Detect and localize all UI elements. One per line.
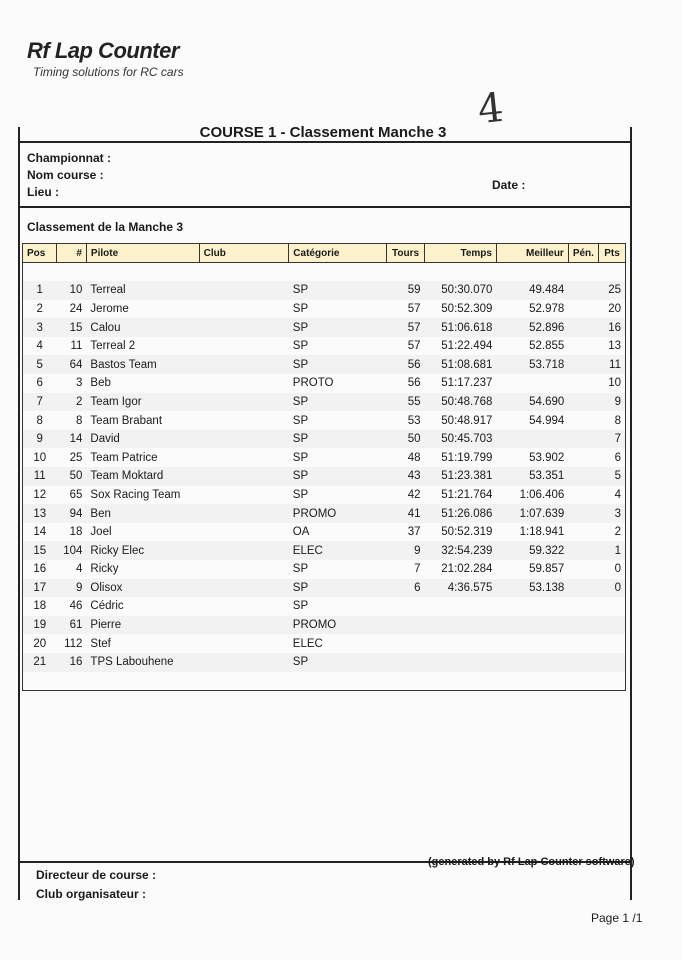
cell-pos: 6 [36,377,43,390]
cell-pos: 12 [33,488,47,501]
directeur-label: Directeur de course : [36,868,157,882]
cell-meilleur: 1:06.406 [519,488,565,501]
cell-meilleur: 53.902 [529,451,565,464]
table-row [23,374,626,393]
table-row [23,486,626,505]
table-row [23,430,626,449]
cell-num: 8 [76,414,83,427]
cell-pen [568,504,598,523]
cell-club [199,486,289,505]
cell-pts: 1 [598,541,625,560]
table-row [23,318,626,337]
cell-meilleur [496,616,568,635]
cell-meilleur [496,430,568,449]
cell-categorie: OA [292,526,310,539]
cell-pos: 11 [23,467,57,486]
cell-temps: 51:22.494 [441,340,493,353]
cell-club [199,616,289,635]
cell-tours: 56 [387,355,425,374]
cell-meilleur: 59.857 [529,563,565,576]
cell-tours [387,616,425,635]
cell-pilote: Terreal 2 [90,340,136,353]
header-tours: Tours [387,244,425,263]
cell-meilleur: 53.718 [496,355,568,374]
cell-meilleur: 52.855 [529,340,565,353]
cell-temps: 51:08.681 [425,355,497,374]
table-row [23,560,626,579]
cell-club [199,393,289,412]
cell-pts: 25 [598,281,625,300]
cell-num: 46 [69,600,83,613]
cell-categorie: SP [289,281,387,300]
table-row [23,281,626,300]
cell-pilote: Ricky [90,563,119,576]
cell-num: 10 [56,281,86,300]
table-row [23,393,626,412]
cell-categorie: SP [292,451,309,464]
table-row [23,634,626,653]
cell-pilote: Calou [86,318,199,337]
cell-pilote: Jerome [90,302,129,315]
cell-pen [568,318,598,337]
cell-tours: 7 [414,563,421,576]
cell-categorie: ELEC [292,637,323,650]
cell-pen [568,616,598,635]
cell-temps: 51:21.764 [441,488,493,501]
cell-club [199,560,289,579]
cell-tours: 41 [387,504,425,523]
table-row [23,653,626,672]
cell-pts: 2 [614,526,621,539]
cell-temps: 50:30.070 [425,281,497,300]
cell-pen [568,374,598,393]
cell-meilleur [496,634,568,653]
cell-categorie: PROMO [289,616,387,635]
header-categorie: Catégorie [289,244,387,263]
cell-meilleur: 1:07.639 [496,504,568,523]
cell-pos: 2 [36,302,43,315]
table-row [23,355,626,374]
cell-pos: 1 [23,281,57,300]
cell-pos: 8 [36,414,43,427]
section-title: Classement de la Manche 3 [27,220,184,234]
cell-pilote: Ben [86,504,199,523]
cell-pen [568,634,598,653]
nom-course-label: Nom course : [27,168,104,182]
brand-tagline: Timing solutions for RC cars [33,65,184,79]
cell-categorie: PROMO [289,504,387,523]
cell-pos: 10 [33,451,47,464]
cell-pen [568,579,598,598]
title-divider [18,141,630,143]
cell-pilote: Joel [90,526,112,539]
cell-tours: 55 [387,393,425,412]
cell-pilote: Ricky Elec [86,541,199,560]
cell-temps: 51:19.799 [441,451,493,464]
cell-categorie: ELEC [289,541,387,560]
cell-tours: 57 [407,340,421,353]
cell-pts: 6 [614,451,621,464]
cell-meilleur: 54.994 [529,414,565,427]
cell-num: 3 [76,377,83,390]
cell-pen [568,486,598,505]
cell-temps [425,653,497,672]
cell-temps: 50:48.768 [425,393,497,412]
cell-pts: 9 [598,393,625,412]
cell-num: 9 [56,579,86,598]
cell-tours: 56 [407,377,421,390]
cell-pts: 0 [598,579,625,598]
cell-pts [598,653,625,672]
cell-num: 61 [56,616,86,635]
cell-club [199,337,289,356]
cell-meilleur [496,597,568,616]
cell-pen [568,448,598,467]
cell-pilote: Sox Racing Team [90,488,181,501]
cell-num: 24 [69,302,83,315]
cell-pen [568,281,598,300]
cell-temps: 50:45.703 [425,430,497,449]
cell-pen [568,597,598,616]
cell-categorie: SP [292,600,309,613]
cell-pts: 8 [614,414,621,427]
table-header-row [23,244,626,263]
cell-temps: 21:02.284 [441,563,493,576]
cell-meilleur: 53.138 [496,579,568,598]
cell-pen [568,560,598,579]
cell-pilote: Stef [90,637,111,650]
cell-pos: 13 [23,504,57,523]
cell-tours: 43 [387,467,425,486]
cell-pts: 5 [598,467,625,486]
cell-meilleur [496,653,568,672]
cell-pts [598,616,625,635]
cell-club [199,448,289,467]
cell-pilote: Team Moktard [86,467,199,486]
table-row [23,523,626,542]
info-divider [18,206,630,208]
cell-num: 4 [76,563,83,576]
table-row [23,541,626,560]
cell-pilote: David [86,430,199,449]
cell-pts: 11 [598,355,625,374]
cell-pos: 14 [33,526,47,539]
cell-categorie: SP [292,340,309,353]
cell-club [199,504,289,523]
cell-pos: 16 [33,563,47,576]
cell-pts: 16 [598,318,625,337]
cell-categorie: SP [289,355,387,374]
cell-pilote: Olisox [86,579,199,598]
cell-num: 94 [56,504,86,523]
cell-temps: 51:26.086 [425,504,497,523]
handwritten-mark: 4 [475,84,506,134]
cell-temps: 50:48.917 [441,414,493,427]
table-row [23,467,626,486]
cell-meilleur: 53.351 [496,467,568,486]
cell-pos: 9 [23,430,57,449]
cell-meilleur: 54.690 [496,393,568,412]
header-pts: Pts [598,244,625,263]
cell-pos: 15 [23,541,57,560]
club-organisateur-label: Club organisateur : [36,887,147,901]
cell-club [199,579,289,598]
cell-categorie: SP [289,579,387,598]
table-row [23,504,626,523]
cell-pilote: Bastos Team [86,355,199,374]
cell-categorie: SP [292,414,309,427]
table-row [23,579,626,598]
table-row [23,337,626,356]
cell-categorie: SP [289,318,387,337]
cell-pts: 3 [598,504,625,523]
cell-num: 11 [70,340,83,353]
cell-pos: 17 [23,579,57,598]
cell-tours [387,653,425,672]
cell-pen [568,300,598,319]
cell-pts: 4 [614,488,621,501]
cell-club [199,281,289,300]
header-num: # [56,244,86,263]
cell-categorie: PROTO [292,377,334,390]
header-pilote: Pilote [86,244,199,263]
cell-num: 112 [64,637,83,650]
cell-pilote: Team Patrice [90,451,158,464]
table-row [23,616,626,635]
cell-temps: 51:17.237 [441,377,493,390]
table-row [23,411,626,430]
cell-pts [598,597,625,616]
cell-club [199,411,289,430]
cell-club [199,430,289,449]
cell-tours [387,597,425,616]
cell-tours: 50 [387,430,425,449]
header-club: Club [199,244,289,263]
cell-meilleur: 59.322 [496,541,568,560]
cell-pos: 20 [33,637,47,650]
cell-categorie: SP [289,653,387,672]
table-row [23,300,626,319]
cell-pen [568,467,598,486]
cell-categorie: SP [292,302,309,315]
header-meilleur: Meilleur [496,244,568,263]
cell-pts: 7 [598,430,625,449]
cell-pilote: Cédric [90,600,124,613]
cell-pos: 3 [23,318,57,337]
cell-pen [568,541,598,560]
cell-num: 15 [56,318,86,337]
cell-tours: 57 [387,318,425,337]
cell-tours: 57 [407,302,421,315]
cell-meilleur [496,374,568,393]
cell-meilleur: 49.484 [496,281,568,300]
cell-num: 2 [56,393,86,412]
cell-num: 18 [69,526,83,539]
cell-temps: 32:54.239 [425,541,497,560]
cell-pos: 4 [36,340,43,353]
cell-pts: 13 [608,340,621,353]
cell-tours: 48 [407,451,421,464]
cell-club [199,634,289,653]
cell-num: 50 [56,467,86,486]
cell-pen [568,653,598,672]
cell-num: 64 [56,355,86,374]
cell-categorie: SP [289,393,387,412]
cell-pts: 20 [608,302,621,315]
cell-pts [598,634,625,653]
generated-note: (generated by Rf Lap Counter software) [428,856,635,868]
cell-pos: 19 [23,616,57,635]
cell-pilote: Pierre [86,616,199,635]
cell-meilleur: 1:18.941 [519,526,565,539]
cell-temps [425,597,497,616]
cell-pilote: Team Igor [86,393,199,412]
cell-tours [387,634,425,653]
cell-pen [568,411,598,430]
cell-temps: 50:52.319 [441,526,493,539]
page-number: Page 1 /1 [591,911,643,925]
cell-club [199,355,289,374]
page-title: COURSE 1 - Classement Manche 3 [199,124,447,141]
cell-tours: 37 [407,526,421,539]
cell-temps: 51:06.618 [425,318,497,337]
cell-temps [425,616,497,635]
cell-club [199,300,289,319]
cell-pts: 0 [614,563,621,576]
cell-pts: 10 [608,377,621,390]
cell-temps: 50:52.309 [441,302,493,315]
cell-pilote: Team Brabant [90,414,163,427]
cell-pos: 7 [23,393,57,412]
cell-meilleur: 52.896 [496,318,568,337]
table-row [23,597,626,616]
cell-pen [568,393,598,412]
header-pos: Pos [23,244,57,263]
cell-club [199,523,289,542]
cell-temps [425,634,497,653]
championnat-label: Championnat : [27,151,111,165]
cell-temps: 4:36.575 [425,579,497,598]
cell-categorie: SP [289,430,387,449]
date-label: Date : [492,178,526,192]
cell-pen [568,430,598,449]
cell-club [199,653,289,672]
cell-pilote: TPS Labouhene [86,653,199,672]
cell-tours: 6 [387,579,425,598]
cell-club [199,541,289,560]
cell-tours: 53 [407,414,421,427]
cell-num: 65 [69,488,83,501]
cell-club [199,318,289,337]
header-pen: Pén. [568,244,598,263]
cell-tours: 59 [387,281,425,300]
cell-pilote: Beb [90,377,111,390]
cell-num: 25 [69,451,83,464]
cell-tours: 9 [387,541,425,560]
cell-pen [568,355,598,374]
lieu-label: Lieu : [27,185,59,199]
cell-club [199,467,289,486]
table-row [23,448,626,467]
cell-pilote: Terreal [86,281,199,300]
cell-club [199,374,289,393]
cell-pos: 5 [23,355,57,374]
brand-logo-text: Rf Lap Counter [27,38,179,63]
cell-num: 14 [56,430,86,449]
cell-categorie: SP [292,488,309,501]
header-temps: Temps [425,244,497,263]
cell-tours: 42 [407,488,421,501]
cell-pen [568,523,598,542]
cell-club [199,597,289,616]
cell-pen [568,337,598,356]
cell-pos: 18 [33,600,47,613]
cell-meilleur: 52.978 [529,302,565,315]
cell-pos: 21 [23,653,57,672]
cell-num: 16 [56,653,86,672]
cell-temps: 51:23.381 [425,467,497,486]
results-table [22,243,626,691]
cell-num: 104 [56,541,86,560]
cell-categorie: SP [292,563,309,576]
cell-categorie: SP [289,467,387,486]
